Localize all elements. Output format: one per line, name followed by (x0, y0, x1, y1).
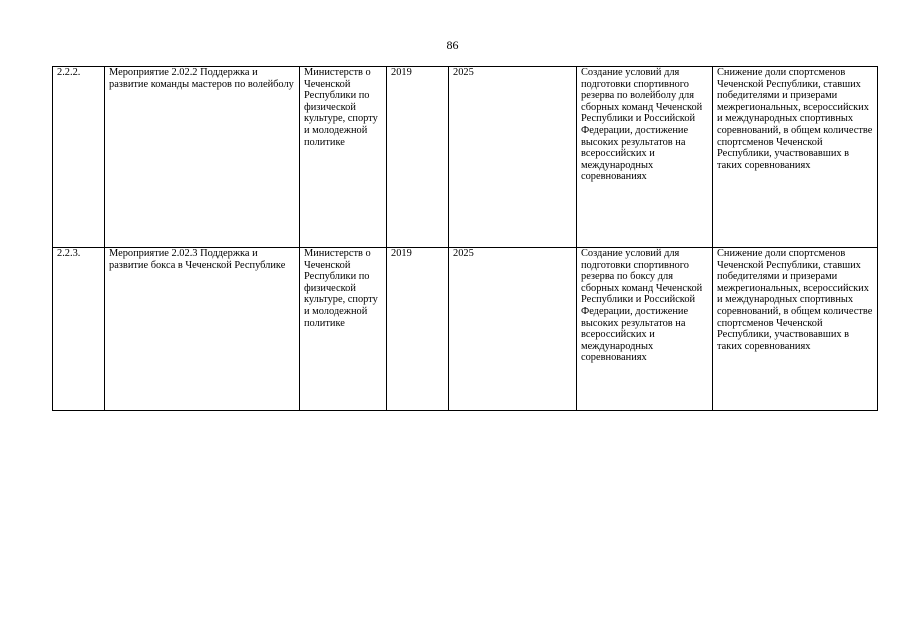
executor-cell: Министерств о Чеченской Республики по физической культуре, спорту и молодежной политике (300, 248, 387, 411)
table-row (53, 248, 878, 411)
page-number: 86 (446, 38, 459, 52)
table-row (53, 67, 878, 248)
program-events-table (52, 66, 878, 411)
expected-result-cell: Создание условий для подготовки спортивного резерва по боксу для сборных команд Чеченской Республики и Российской Федерации, достижение высоких результатов на всероссийских и международных соревнованиях (577, 248, 713, 411)
row-number-cell: 2.2.3. (53, 248, 105, 411)
end-year-cell: 2025 (449, 67, 577, 248)
start-year-cell: 2019 (387, 248, 449, 411)
executor-cell: Министерств о Чеченской Республики по физической культуре, спорту и молодежной политике (300, 67, 387, 248)
event-name-cell: Мероприятие 2.02.2 Поддержка и развитие команды мастеров по волейболу (105, 67, 300, 248)
expected-result-cell: Создание условий для подготовки спортивного резерва по волейболу для сборных команд Чеченской Республики и Российской Федерации, достижение высоких результатов на всероссийских и международных соревнованиях (577, 67, 713, 248)
indicator-cell: Снижение доли спортсменов Чеченской Республики, ставших победителями и призерами межрегиональных, всероссийских и международных спортивных соревнований, в общем количестве спортсменов Чеченской Республики, участвовавших в таких соревнованиях (713, 248, 878, 411)
row-number-cell: 2.2.2. (53, 67, 105, 248)
indicator-cell: Снижение доли спортсменов Чеченской Республики, ставших победителями и призерами межрегиональных, всероссийских и международных спортивных соревнований, в общем количестве спортсменов Чеченской Республики, участвовавших в таких соревнованиях (713, 67, 878, 248)
end-year-cell: 2025 (449, 248, 577, 411)
start-year-cell: 2019 (387, 67, 449, 248)
event-name-cell: Мероприятие 2.02.3 Поддержка и развитие бокса в Чеченской Республике (105, 248, 300, 411)
